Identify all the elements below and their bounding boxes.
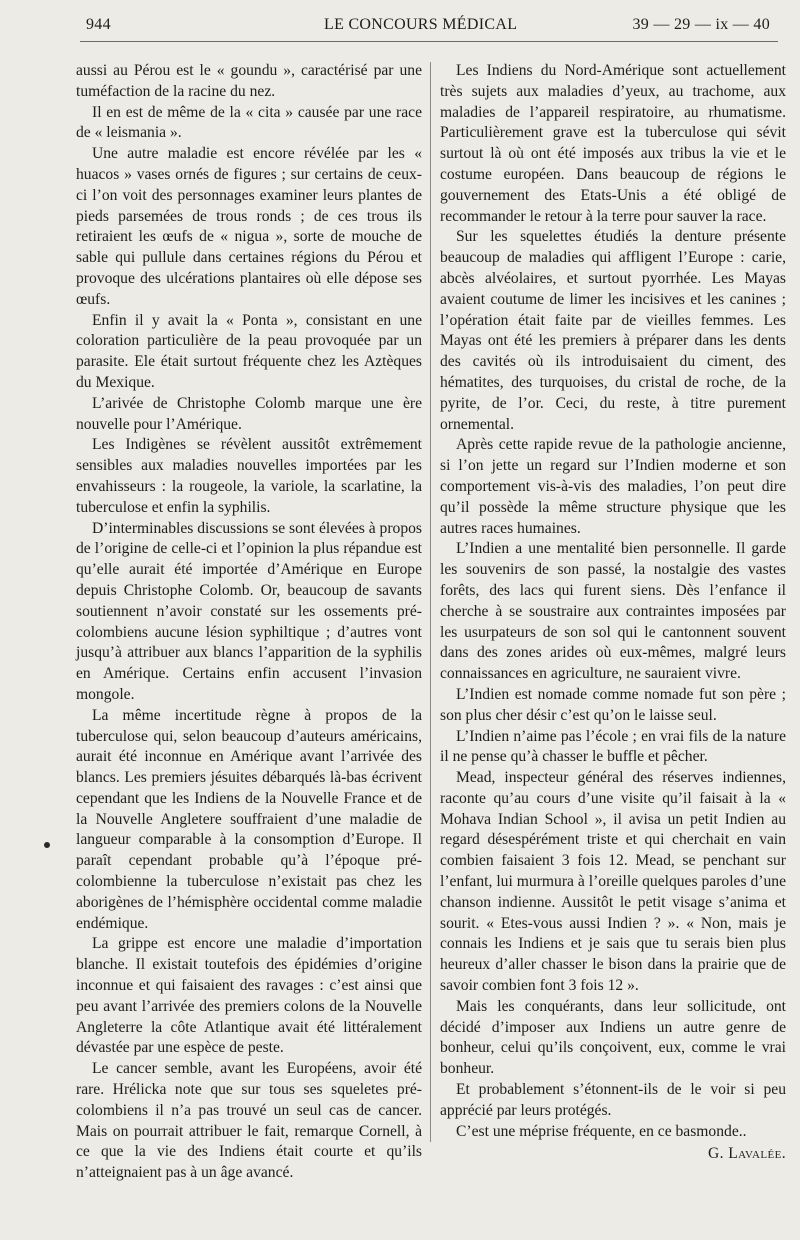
paragraph: Mais les conquérants, dans leur sollicitude, ont décidé d’imposer aux Indiens un autre genre de bonheur, celui qu’ils conçoivent, eux, comme le vrai bonheur. <box>440 997 786 1078</box>
paragraph: La même incertitude règne à propos de la tuberculose qui, selon beaucoup d’auteurs américains, aurait été inconnue en Amérique avant l’arrivée des blancs. Les premiers jésuites débarqués là-bas écrivent cependant que les Indiens de la Nouvelle France et de la Nouvelle Angletere souffraient d’une maladie de langueur comparable à la consomption d’Europe. Il paraît cependant probable qu’à l’époque pré-colombienne la tuberculose n’existait pas chez les aborigènes de l’hémisphère occidental comme maladie endémique. <box>76 706 422 932</box>
column-divider <box>430 62 431 1142</box>
paragraph: D’interminables discussions se sont élevées à propos de l’origine de celle-ci et l’opinion la plus répandue est qu’elle aurait été importée d’Amérique en Europe depuis Christophe Colomb. Or, beaucoup de savants soutiennent n’avoir constaté sur les ossements pré-colombiens aucune lésion syphiltique ; d’autres vont jusqu’à attribuer aux blancs l’apparition de la syphilis en Amérique. Certains enfin accusent l’invasion mongole. <box>76 519 423 703</box>
paragraph: Les Indigènes se révèlent aussitôt extrêmement sensibles aux maladies nouvelles importées par les envahisseurs : la rougeole, la variole, la scarlatine, la tuberculose et enfin la syphilis. <box>76 436 422 516</box>
page-number: 944 <box>86 16 111 33</box>
paragraph: C’est une méprise fréquente, en ce basmonde.. <box>456 1122 747 1140</box>
paragraph: Après cette rapide revue de la pathologie ancienne, si l’on jette un regard sur l’Indien moderne et son comportement vis-à-vis des maladies, l’on peut dire qu’il possède la même structure physique que les autres races humaines. <box>440 436 786 537</box>
paragraph: Et probablement s’étonnent-ils de le voir si peu apprécié par leurs protégés. <box>440 1081 786 1119</box>
paragraph: L’Indien est nomade comme nomade fut son père ; son plus cher désir c’est qu’on le laisse seul. <box>440 685 786 724</box>
paragraph: Enfin il y avait la « Ponta », consistant en une coloration particulière de la peau provoquée par un parasite. Ele était surtout fréquente chez les Aztèques du Mexique. <box>76 311 422 391</box>
paragraph: Le cancer semble, avant les Européens, avoir été rare. Hrélicka note que sur tous ses squeletes pré-colombiens il n’a pas trouvé un seul cas de cancer. Mais on pourrait attribuer le fait, remarque Cornell, à ce que la vie des Indiens était courte et qu’ils n’atteignaient pas à un âge avancé. <box>76 1060 422 1182</box>
author-signature: G. Lavalée. <box>707 1145 786 1163</box>
paragraph: aussi au Pérou est le « goundu », caractérisé par une tuméfaction de la racine du nez. <box>76 62 422 100</box>
header-rule <box>80 41 778 42</box>
paragraph: L’Indien n’aime pas l’école ; en vrai fils de la nature il ne pense qu’à chasser le buffle et pêcher. <box>440 727 786 766</box>
paragraph: La grippe est encore une maladie d’importation blanche. Il existait toutefois des épidémies d’origine inconnue et qui faisaient des ravages : c’est ainsi que peu avant l’arrivée des premiers colons de la Nouvelle Angleterre la côte Atlantique avait été littéralement dévastée par une espèce de peste. <box>76 935 422 1057</box>
paragraph: L’arivée de Christophe Colomb marque une ère nouvelle pour l’Amérique. <box>76 394 422 433</box>
ink-speck <box>44 842 50 848</box>
running-header <box>86 16 770 40</box>
left-column <box>76 61 422 1184</box>
issue-reference: 39 — 29 — ix — 40 <box>632 16 770 33</box>
paragraph: Une autre maladie est encore révélée par les « huacos » vases ornés de figures ; sur certains de ceux-ci l’on voit des personnages examiner leurs plantes de pieds parsemées de trous ronds ; de ces trous ils retiraient les œufs de « nigua », sorte de mouche de sable qui pullule dans certaines régions du Pérou et provoque des ulcérations plantaires où elle dépose ses œufs. <box>76 145 422 308</box>
journal-title: LE CONCOURS MÉDICAL <box>324 16 518 33</box>
paragraph: Sur les squelettes étudiés la denture présente beaucoup de maladies qui affligent l’Europe : carie, abcès alvéolaires, et surtout pyorrhée. Les Mayas avaient coutume de limer les incisives et les canines ; l’opération était faite par de vieilles femmes. Les Mayas ont été les premiers à préparer dans les dents des cavités où ils introduisaient du ciment, des hématites, des turquoises, du cristal de roche, de la pyrite, de l’or. Ceci, du reste, à titre purement ornemental. <box>440 228 786 433</box>
paragraph: Il en est de même de la « cita » causée par une race de « leismania ». <box>76 103 422 142</box>
paragraph: L’Indien a une mentalité bien personnelle. Il garde les souvenirs de son passé, la nostalgie des vastes forêts, des lacs qui furent siens. Dès l’enfance il cherche à se soustraire aux contraintes imposées par les usurpateurs de son sol qui le cantonnent souvent dans des zones arides où eux-mêmes, malgré leurs connaissances en agriculture, ne sauraient vivre. <box>440 540 786 683</box>
paragraph: Mead, inspecteur général des réserves indiennes, raconte qu’au cours d’une visite qu’il faisait à la « Mohava Indian School », il avisa un petit Indien au regard désespérément triste et qui cherchait en vain combien faisaient 3 fois 12. Mead, se penchant sur l’enfant, lui murmura à l’oreille quelques paroles d’une chanson indienne. Aussitôt le petit visage s’anima et sourit. « Etes-vous aussi Indien ? ». « Non, mais je connais les Indiens et je sais que tu serais bien plus heureux d’aller chasser le bison dans la prairie que de savoir combien font 3 fois 12 ». <box>440 769 786 995</box>
right-column <box>440 61 786 1165</box>
paragraph: Les Indiens du Nord-Amérique sont actuellement très sujets aux maladies d’yeux, au trachome, aux maladies de l’appareil respiratoire, au rhumatisme. Particulièrement grave est la tuberculose qui sévit surtout là où ont été imposés aux tribus la vie et le costume européen. Dans beaucoup de régions le gouvernement des Etats-Unis a été obligé de recommander le retour à la terre pour sauver la race. <box>440 62 786 225</box>
